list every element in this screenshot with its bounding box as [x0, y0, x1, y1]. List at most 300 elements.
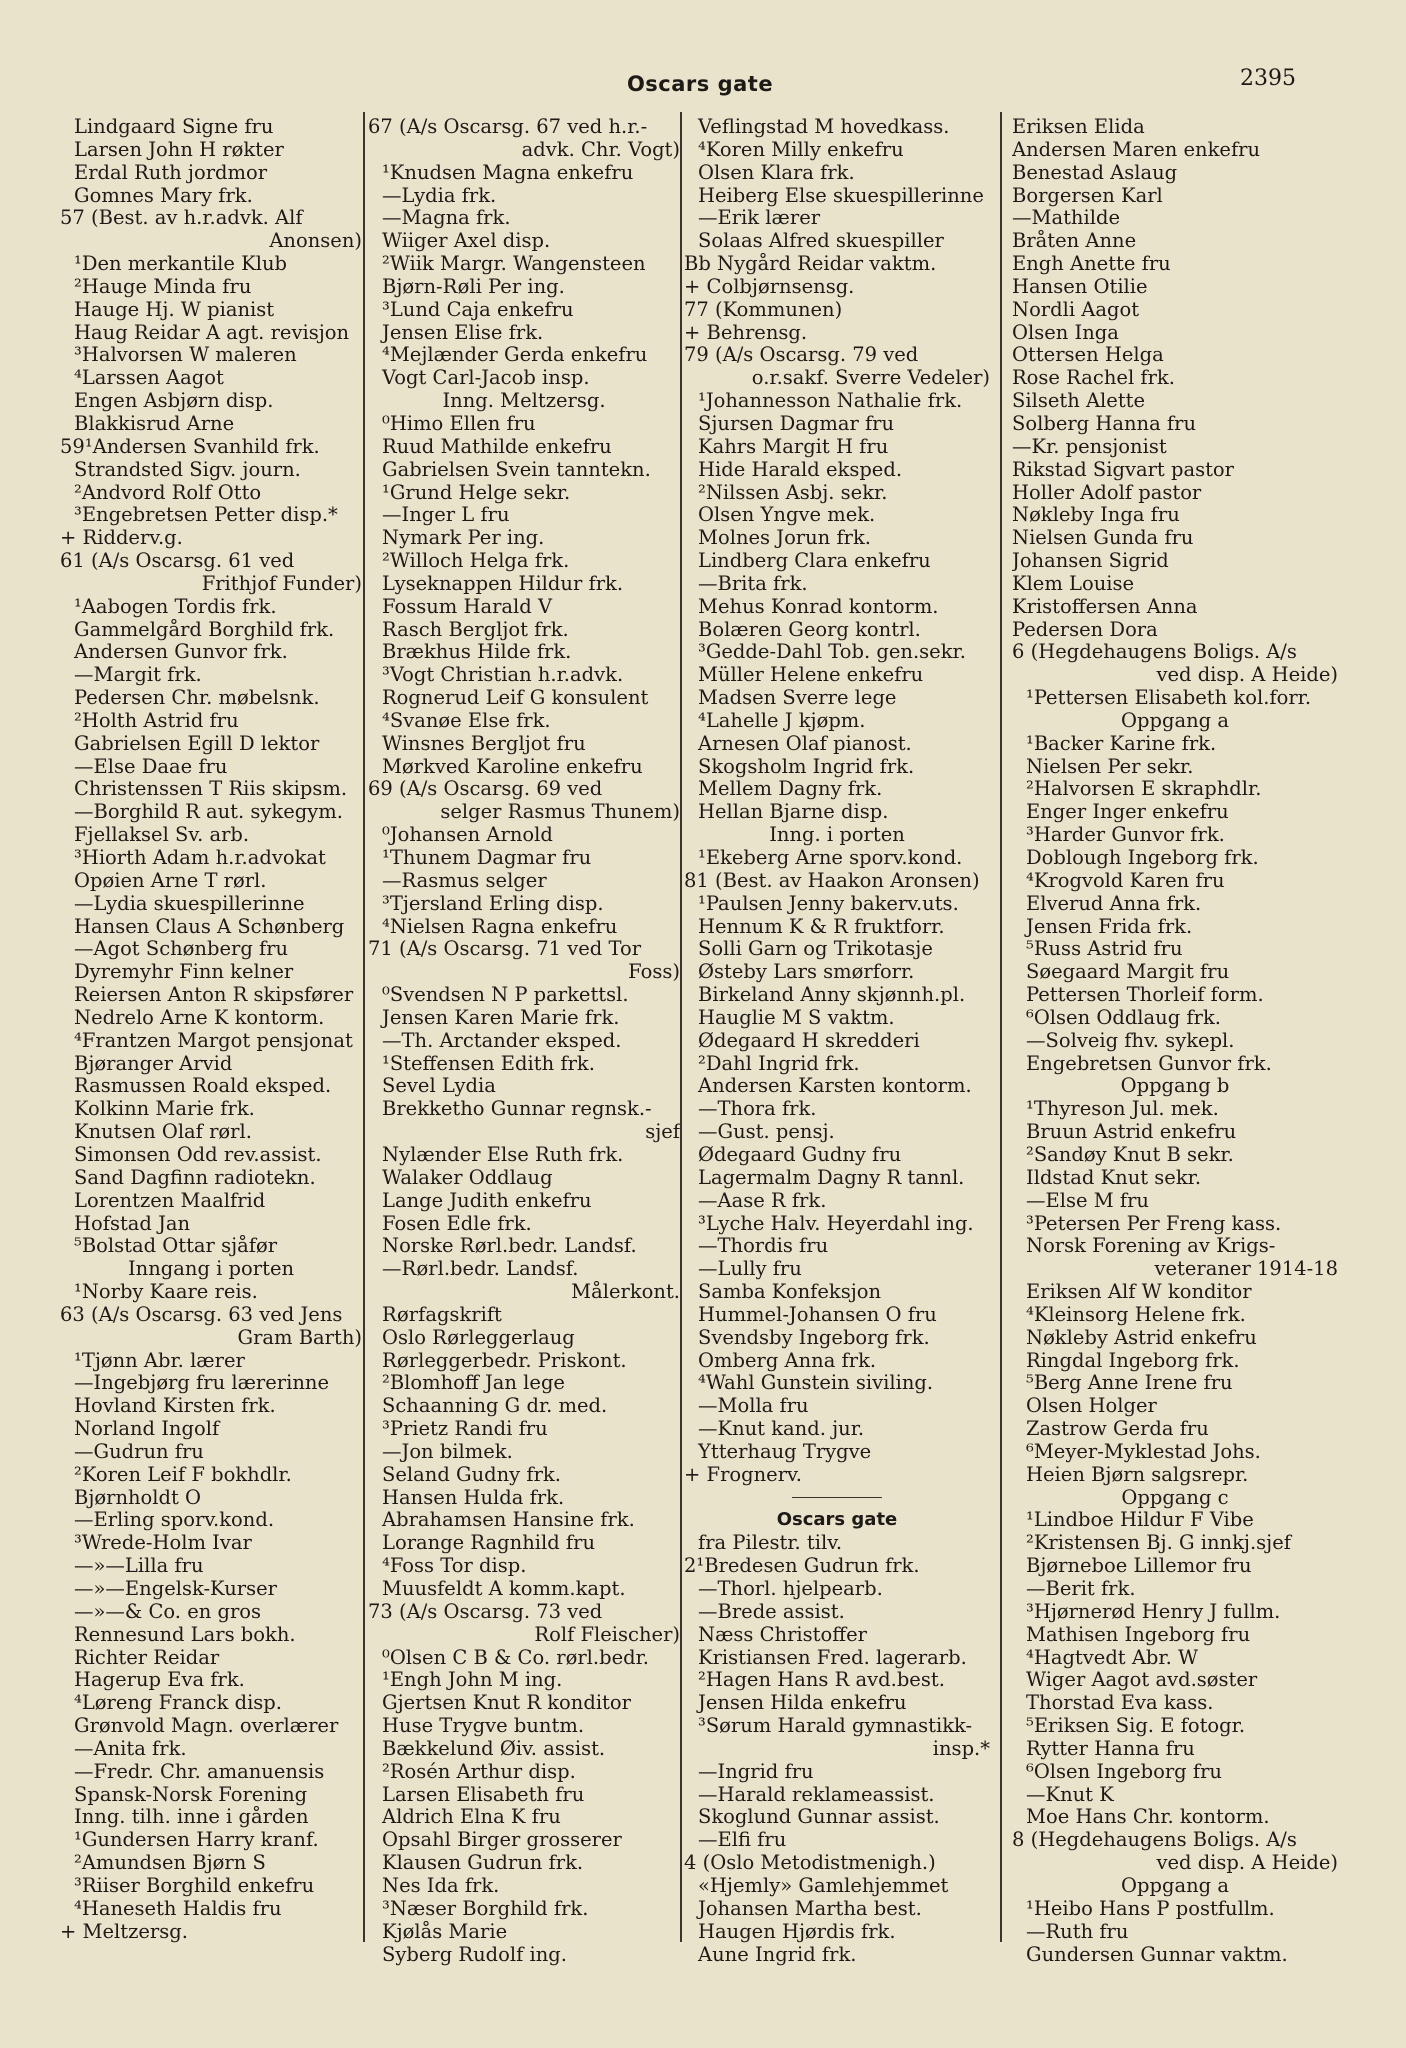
directory-entry: Silseth Alette	[1012, 390, 1146, 413]
directory-entry: ⁶Meyer-Myklestad Johs.	[1026, 1440, 1261, 1463]
directory-entry: —Elfi fru	[698, 1829, 787, 1852]
directory-entry: Zastrow Gerda fru	[1026, 1418, 1209, 1441]
directory-entry: —Erik lærer	[698, 207, 821, 230]
directory-entry: Muusfeldt A komm.kapt.	[382, 1578, 626, 1600]
directory-entry: fra Pilestr. tilv.	[698, 1532, 843, 1555]
directory-entry: —Ruth fru	[1026, 1920, 1129, 1943]
directory-entry: Inng. tilh. inne i gården	[74, 1806, 309, 1829]
directory-column-3	[684, 116, 990, 1966]
directory-entry: Strandsted Sigv. journ.	[74, 458, 301, 481]
directory-entry: Reiersen Anton R skipsfører	[74, 984, 354, 1007]
directory-entry: Jensen Frida frk.	[1026, 915, 1193, 938]
directory-entry: selger Rasmus Thunem)	[440, 801, 680, 824]
directory-entry: Solaas Alfred skuespiller	[698, 230, 944, 253]
directory-entry: —Else M fru	[1026, 1189, 1149, 1212]
directory-entry: + Ridderv.g.	[60, 527, 183, 550]
directory-entry: ¹Steffensen Edith frk.	[382, 1052, 595, 1075]
directory-entry: Veflingstad M hovedkass.	[698, 116, 950, 138]
directory-entry: Blakkisrud Arne	[74, 412, 235, 435]
directory-entry: Klem Louise	[1012, 572, 1135, 595]
directory-entry: Lorange Ragnhild fru	[382, 1532, 596, 1555]
directory-entry: Bjørn-Røli Per ing.	[382, 275, 565, 298]
directory-entry: ¹Knudsen Magna enkefru	[382, 161, 634, 184]
directory-column-2	[368, 116, 680, 1966]
directory-entry: ²Kristensen Bj. G innkj.sjef	[1026, 1532, 1291, 1555]
directory-entry: —Aase R frk.	[698, 1189, 827, 1212]
directory-entry: Lindberg Clara enkefru	[698, 550, 931, 573]
directory-entry: 67 (A/s Oscarsg. 67 ved h.r.-	[368, 116, 648, 138]
directory-entry: 8 (Hegdehaugens Boligs. A/s	[1012, 1829, 1297, 1852]
page-title: Oscars gate	[626, 72, 774, 96]
directory-entry: Wiger Aagot avd.søster	[1026, 1669, 1258, 1692]
directory-entry: Rørleggerbedr. Priskont.	[382, 1349, 627, 1372]
directory-entry: Engebretsen Gunvor frk.	[1026, 1052, 1272, 1075]
directory-entry: Engen Asbjørn disp.	[74, 390, 274, 413]
directory-entry: ¹Backer Karine frk.	[1026, 732, 1217, 755]
directory-entry: Andersen Karsten kontorm.	[698, 1075, 972, 1098]
directory-entry: —Harald reklameassist.	[698, 1783, 935, 1806]
directory-entry: Erdal Ruth jordmor	[74, 161, 268, 184]
column-divider	[1000, 112, 1002, 1942]
directory-entry: Eriksen Elida	[1012, 116, 1145, 138]
directory-entry: —Jon bilmek.	[382, 1440, 513, 1463]
directory-entry: ⁴Larssen Aagot	[74, 367, 224, 390]
directory-entry: + Meltzersg.	[60, 1920, 188, 1943]
directory-entry: Bjørneboe Lillemor fru	[1026, 1555, 1252, 1578]
directory-entry: Engh Anette fru	[1012, 253, 1171, 276]
directory-entry: ³Vogt Christian h.r.advk.	[382, 664, 624, 687]
directory-entry: sjef	[645, 1121, 680, 1144]
directory-entry: ²Sandøy Knut B sekr.	[1026, 1143, 1234, 1166]
directory-entry: Rasch Bergljot frk.	[382, 618, 569, 641]
directory-entry: ⁰Svendsen N P parkettsl.	[382, 984, 629, 1007]
directory-entry: Inngang i porten	[127, 1258, 295, 1281]
directory-entry: Oppgang a	[1121, 1874, 1229, 1897]
directory-entry: ³Tjersland Erling disp.	[382, 892, 604, 915]
directory-entry: Haug Reidar A agt. revisjon	[74, 321, 350, 344]
directory-entry: Seland Gudny frk.	[382, 1463, 561, 1486]
directory-entry: Brækhus Hilde frk.	[382, 641, 572, 664]
page-number: 2395	[1240, 66, 1296, 91]
directory-entry: Knutsen Olaf rørl.	[74, 1121, 252, 1144]
directory-entry: ³Engebretsen Petter disp.*	[74, 504, 338, 527]
directory-entry: 77 (Kommunen)	[684, 298, 843, 321]
directory-entry: + Colbjørnsensg.	[684, 275, 855, 298]
directory-entry: Oppgang c	[1121, 1486, 1229, 1509]
directory-entry: Rognerud Leif G konsulent	[382, 687, 649, 710]
directory-entry: Elverud Anna frk.	[1026, 892, 1202, 915]
directory-entry: Nielsen Gunda fru	[1012, 527, 1194, 550]
directory-entry: Wiiger Axel disp.	[382, 230, 551, 253]
directory-entry: Ringdal Ingeborg frk.	[1026, 1349, 1240, 1372]
directory-entry: Klausen Gudrun frk.	[382, 1852, 584, 1875]
directory-entry: —Solveig fhv. sykepl.	[1026, 1029, 1235, 1052]
directory-entry: ⁴Haneseth Haldis fru	[74, 1897, 282, 1920]
directory-entry: Lagermalm Dagny R tannl.	[698, 1166, 965, 1189]
directory-entry: Vogt Carl-Jacob insp.	[382, 367, 590, 390]
directory-entry: Nymark Per ing.	[382, 527, 545, 550]
directory-entry: Müller Helene enkefru	[698, 664, 924, 687]
directory-entry: ⁴Nielsen Ragna enkefru	[382, 915, 618, 938]
directory-entry: Abrahamsen Hansine frk.	[382, 1509, 635, 1532]
directory-entry: Benestad Aslaug	[1012, 161, 1178, 184]
directory-entry: Frithjof Funder)	[201, 572, 362, 595]
directory-entry: 61 (A/s Oscarsg. 61 ved	[60, 550, 295, 573]
directory-entry: ²Hauge Minda fru	[74, 275, 252, 298]
directory-entry: Hovland Kirsten frk.	[74, 1395, 276, 1418]
directory-entry: Ildstad Knut sekr.	[1026, 1166, 1202, 1189]
directory-entry: Skogsholm Ingrid frk.	[698, 755, 915, 778]
directory-entry: Lange Judith enkefru	[382, 1189, 592, 1212]
directory-entry: ³Næser Borghild frk.	[382, 1897, 589, 1920]
directory-entry: —Brede assist.	[698, 1600, 845, 1623]
directory-entry: Winsnes Bergljot fru	[382, 732, 586, 755]
directory-entry: —Mathilde	[1012, 207, 1120, 230]
directory-entry: veteraner 1914-18	[1154, 1258, 1338, 1281]
directory-entry: Nielsen Per sekr.	[1026, 755, 1194, 778]
directory-entry: Rørfagskrift	[382, 1303, 502, 1326]
directory-entry: Ødegaard Gudny fru	[698, 1143, 902, 1166]
directory-entry: ⁰Olsen C B & Co. rørl.bedr.	[382, 1646, 649, 1669]
directory-entry: Inng. i porten	[769, 824, 905, 847]
directory-entry: ¹Grund Helge sekr.	[382, 481, 571, 504]
directory-entry: Ytterhaug Trygve	[698, 1440, 872, 1463]
directory-entry: Birkeland Anny skjønnh.pl.	[698, 984, 966, 1007]
directory-entry: Oppgang b	[1120, 1075, 1230, 1098]
directory-entry: o.r.sakf. Sverre Vedeler)	[751, 367, 990, 390]
directory-entry: Huse Trygve buntm.	[382, 1715, 585, 1738]
directory-entry: Pedersen Chr. møbelsnk.	[74, 687, 320, 710]
directory-entry: Pettersen Thorleif form.	[1026, 984, 1264, 1007]
directory-entry: Bækkelund Øiv. assist.	[382, 1737, 606, 1760]
directory-entry: Nylænder Else Ruth frk.	[382, 1143, 624, 1166]
directory-entry: ⁴Wahl Gunstein siviling.	[698, 1372, 934, 1395]
directory-entry: Solberg Hanna fru	[1012, 412, 1197, 435]
directory-entry: ¹Lindboe Hildur F Vibe	[1026, 1509, 1254, 1532]
directory-entry: Lyseknappen Hildur frk.	[382, 572, 624, 595]
directory-entry: —Molla fru	[698, 1395, 809, 1418]
directory-entry: Østeby Lars smørforr.	[698, 961, 915, 984]
directory-entry: Bråten Anne	[1012, 230, 1137, 253]
directory-entry: + Frognerv.	[684, 1463, 802, 1486]
directory-entry: —Knut K	[1026, 1783, 1114, 1806]
directory-entry: Hagerup Eva frk.	[74, 1669, 245, 1692]
directory-entry: ¹Heibo Hans P postfullm.	[1026, 1897, 1275, 1920]
directory-entry: Nedrelo Arne K kontorm.	[74, 1006, 325, 1029]
directory-entry: ⁶Olsen Oddlaug frk.	[1026, 1006, 1221, 1029]
directory-entry: ³Lund Caja enkefru	[382, 298, 574, 321]
directory-entry: Dyremyhr Finn kelner	[74, 961, 294, 984]
directory-entry: —Gudrun fru	[74, 1440, 204, 1463]
directory-entry: Hansen Hulda frk.	[382, 1486, 565, 1509]
directory-entry: ⁴Mejlænder Gerda enkefru	[382, 344, 648, 367]
directory-entry: ³Petersen Per Freng kass.	[1026, 1212, 1282, 1235]
directory-entry: Heien Bjørn salgsrepr.	[1026, 1463, 1249, 1486]
directory-entry: ved disp. A Heide)	[1156, 1852, 1338, 1875]
directory-entry: —Fredr. Chr. amanuensis	[74, 1760, 325, 1783]
directory-entry: Mehus Konrad kontorm.	[698, 595, 939, 618]
directory-entry: Hansen Claus A Schønberg	[74, 915, 345, 938]
directory-entry: —Knut kand. jur.	[698, 1418, 865, 1441]
directory-entry: 81 (Best. av Haakon Aronsen)	[684, 869, 980, 892]
directory-entry: Fosen Edle frk.	[382, 1212, 532, 1235]
directory-entry: Oslo Rørleggerlaug	[382, 1326, 575, 1349]
directory-entry: ³Prietz Randi fru	[382, 1418, 548, 1441]
directory-entry: ²Wiik Margr. Wangensteen	[382, 253, 646, 276]
directory-entry: Næss Christoffer	[698, 1623, 867, 1646]
directory-entry: Moe Hans Chr. kontorm.	[1026, 1806, 1270, 1829]
directory-entry: ³Riiser Borghild enkefru	[74, 1874, 315, 1897]
directory-entry: Fjellaksel Sv. arb.	[74, 824, 250, 847]
directory-entry: ⁵Eriksen Sig. E fotogr.	[1026, 1715, 1246, 1738]
directory-entry: ⁴Koren Milly enkefru	[698, 138, 904, 161]
directory-entry: —Agot Schønberg fru	[74, 938, 289, 961]
directory-entry: Ottersen Helga	[1012, 344, 1164, 367]
directory-entry: Walaker Oddlaug	[382, 1166, 553, 1189]
directory-entry: Johansen Sigrid	[1012, 550, 1169, 573]
directory-entry: —Berit frk.	[1026, 1578, 1136, 1600]
directory-entry: Nordli Aagot	[1012, 298, 1140, 321]
directory-entry: Holler Adolf pastor	[1012, 481, 1202, 504]
directory-entry: —»—& Co. en gros	[74, 1600, 262, 1623]
directory-entry: Christenssen T Riis skipsm.	[74, 778, 348, 801]
directory-entry: Andersen Gunvor frk.	[74, 641, 288, 664]
directory-entry: 71 (A/s Oscarsg. 71 ved Tor	[368, 938, 642, 961]
directory-entry: Nøkleby Astrid enkefru	[1026, 1326, 1257, 1349]
directory-entry: ³Harder Gunvor frk.	[1026, 824, 1225, 847]
directory-entry: Enger Inger enkefru	[1026, 801, 1229, 824]
directory-entry: Sjursen Dagmar fru	[698, 412, 895, 435]
directory-entry: insp.*	[932, 1737, 990, 1760]
directory-entry: Borgersen Karl	[1012, 184, 1163, 207]
directory-column-4	[1012, 116, 1338, 1966]
directory-entry: Svendsby Ingeborg frk.	[698, 1326, 930, 1349]
directory-entry: ³Sørum Harald gymnastikk-	[698, 1715, 973, 1738]
directory-entry: Hummel-Johansen O fru	[698, 1303, 937, 1326]
directory-entry: ²Nilssen Asbj. sekr.	[698, 481, 888, 504]
directory-entry: —»—Lilla fru	[74, 1555, 204, 1578]
directory-entry: ⁴Svanøe Else frk.	[382, 709, 551, 732]
directory-entry: Bruun Astrid enkefru	[1026, 1121, 1237, 1144]
directory-entry: Sand Dagfinn radiotekn.	[74, 1166, 316, 1189]
directory-entry: —Borghild R aut. sykegym.	[74, 801, 343, 824]
directory-entry: —Thora frk.	[698, 1098, 817, 1121]
directory-entry: Jensen Hilda enkefru	[698, 1692, 907, 1715]
directory-entry: Gundersen Gunnar vaktm.	[1026, 1943, 1288, 1966]
directory-entry: ⁵Russ Astrid fru	[1026, 938, 1183, 961]
directory-entry: Jensen Elise frk.	[382, 321, 544, 344]
directory-entry: —Rasmus selger	[382, 869, 547, 892]
directory-entry: Schaanning G dr. med.	[382, 1395, 608, 1418]
directory-entry: ²Koren Leif F bokhdlr.	[74, 1463, 292, 1486]
directory-entry: Hauglie M S vaktm.	[698, 1006, 895, 1029]
directory-entry: 79 (A/s Oscarsg. 79 ved	[684, 344, 919, 367]
directory-entry: ¹Tjønn Abr. lærer	[74, 1349, 245, 1372]
directory-entry: Molnes Jorun frk.	[698, 527, 871, 550]
directory-entry: Rennesund Lars bokh.	[74, 1623, 296, 1646]
directory-entry: Opsahl Birger grosserer	[382, 1829, 622, 1852]
directory-entry: ⁴Krogvold Karen fru	[1026, 869, 1225, 892]
directory-entry: 63 (A/s Oscarsg. 63 ved Jens	[60, 1303, 343, 1326]
directory-entry: —Brita frk.	[698, 572, 808, 595]
directory-entry: ²Rosén Arthur disp.	[382, 1760, 576, 1783]
directory-entry: Rytter Hanna fru	[1026, 1737, 1195, 1760]
directory-entry: ³Hjørnerød Henry J fullm.	[1026, 1600, 1281, 1623]
directory-entry: Thorstad Eva kass.	[1026, 1692, 1214, 1715]
directory-entry: ²Hagen Hans R avd.best.	[698, 1669, 945, 1692]
directory-entry: —Gust. pensj.	[698, 1121, 835, 1144]
directory-entry: Sevel Lydia	[382, 1075, 496, 1098]
directory-entry: Rose Rachel frk.	[1012, 367, 1175, 390]
directory-entry: Larsen John H røkter	[74, 138, 284, 161]
directory-entry: —Margit frk.	[74, 664, 202, 687]
directory-entry: Omberg Anna frk.	[698, 1349, 877, 1372]
directory-entry: Ødegaard H skredderi	[698, 1029, 920, 1052]
directory-entry: 6 (Hegdehaugens Boligs. A/s	[1012, 641, 1297, 664]
directory-entry: Arnesen Olaf pianost.	[698, 732, 912, 755]
directory-entry: Hofstad Jan	[74, 1212, 191, 1235]
directory-entry: Norsk Forening av Krigs-	[1026, 1235, 1276, 1258]
directory-entry: —Thordis fru	[698, 1235, 829, 1258]
directory-entry: Brekketho Gunnar regnsk.-	[382, 1098, 652, 1121]
directory-entry: Hide Harald eksped.	[698, 458, 903, 481]
directory-entry: Gomnes Mary frk.	[74, 184, 253, 207]
directory-entry: ¹Paulsen Jenny bakerv.uts.	[698, 892, 959, 915]
directory-entry: Søegaard Margit fru	[1026, 961, 1230, 984]
column-divider	[680, 112, 682, 1942]
directory-entry: ²Amundsen Bjørn S	[74, 1852, 266, 1875]
directory-entry: ⁴Foss Tor disp.	[382, 1555, 527, 1578]
directory-entry: ²Holth Astrid fru	[74, 709, 239, 732]
directory-entry: Johansen Martha best.	[698, 1897, 922, 1920]
directory-entry: Doblough Ingeborg frk.	[1026, 847, 1259, 869]
directory-entry: Aune Ingrid frk.	[698, 1943, 857, 1966]
directory-entry: —Lydia skuespillerinne	[74, 892, 305, 915]
directory-entry: Oscars gate	[776, 1509, 898, 1531]
directory-entry: —Else Daae fru	[74, 755, 228, 778]
directory-entry: —Lydia frk.	[382, 184, 497, 207]
directory-entry: Mellem Dagny frk.	[698, 778, 883, 801]
directory-entry: —Erling sporv.kond.	[74, 1509, 275, 1532]
directory-entry: Gabrielsen Svein tanntekn.	[382, 458, 651, 481]
directory-entry: ²Halvorsen E skraphdlr.	[1026, 778, 1262, 801]
directory-entry: + Behrensg.	[684, 321, 808, 344]
directory-entry: Foss)	[628, 961, 680, 984]
directory-entry: Opøien Arne T rørl.	[74, 869, 267, 892]
directory-entry: 4 (Oslo Metodistmenigh.)	[684, 1852, 936, 1875]
directory-entry: —Lully fru	[698, 1258, 802, 1281]
directory-entry: —Ingrid fru	[698, 1760, 814, 1783]
directory-entry: ³Halvorsen W maleren	[74, 344, 297, 367]
directory-entry: Hennum K & R fruktforr.	[698, 915, 945, 938]
directory-entry: Ruud Mathilde enkefru	[382, 435, 612, 458]
directory-entry: ²Dahl Ingrid frk.	[698, 1052, 860, 1075]
directory-entry: Eriksen Alf W konditor	[1026, 1281, 1252, 1304]
directory-entry: Skoglund Gunnar assist.	[698, 1806, 940, 1829]
directory-entry: Aldrich Elna K fru	[382, 1806, 561, 1829]
directory-entry: Olsen Inga	[1012, 321, 1119, 344]
directory-entry: Hauge Hj. W pianist	[74, 298, 275, 321]
directory-entry: ⁰Himo Ellen fru	[382, 412, 536, 435]
directory-entry: «Hjemly» Gamlehjemmet	[698, 1874, 949, 1897]
directory-entry: Gabrielsen Egill D lektor	[74, 732, 320, 755]
directory-entry: Rasmussen Roald eksped.	[74, 1075, 332, 1098]
column-divider	[363, 112, 365, 1942]
directory-entry: ³Gedde-Dahl Tob. gen.sekr.	[698, 641, 966, 664]
directory-entry: Larsen Elisabeth fru	[382, 1783, 585, 1806]
directory-entry: Bjøranger Arvid	[74, 1052, 233, 1075]
directory-entry: Bb Nygård Reidar vaktm.	[684, 253, 937, 276]
directory-entry: Målerkont.	[571, 1281, 680, 1304]
directory-entry: ¹Engh John M ing.	[382, 1669, 563, 1692]
directory-entry: ⁵Berg Anne Irene fru	[1026, 1372, 1233, 1395]
directory-entry: Hansen Otilie	[1012, 275, 1148, 298]
directory-entry: —»—Engelsk-Kurser	[74, 1578, 277, 1600]
directory-entry: Kahrs Margit H fru	[698, 435, 889, 458]
directory-entry: Olsen Holger	[1026, 1395, 1157, 1418]
directory-entry: Pedersen Dora	[1012, 618, 1158, 641]
directory-entry: Fossum Harald V	[382, 595, 553, 618]
directory-entry: ³Hiorth Adam h.r.advokat	[74, 847, 326, 869]
directory-entry: Richter Reidar	[74, 1646, 220, 1669]
directory-entry: Solli Garn og Trikotasje	[698, 938, 933, 961]
directory-entry: Kristiansen Fred. lagerarb.	[698, 1646, 967, 1669]
directory-entry: ⁴Frantzen Margot pensjonat	[74, 1029, 353, 1052]
section-separator	[684, 1487, 990, 1510]
directory-entry: ¹Ekeberg Arne sporv.kond.	[698, 847, 963, 869]
directory-entry: Lorentzen Maalfrid	[74, 1189, 266, 1212]
directory-entry: —Ingebjørg fru lærerinne	[74, 1372, 329, 1395]
directory-entry: Nes Ida frk.	[382, 1874, 500, 1897]
directory-entry: ¹Thunem Dagmar fru	[382, 847, 592, 869]
directory-entry: Rikstad Sigvart pastor	[1012, 458, 1234, 481]
directory-entry: ⁴Løreng Franck disp.	[74, 1692, 282, 1715]
directory-entry: Gjertsen Knut R konditor	[382, 1692, 631, 1715]
directory-entry: ⁴Hagtvedt Abr. W	[1026, 1646, 1199, 1669]
directory-entry: ⁵Bolstad Ottar sjåfør	[74, 1235, 278, 1258]
directory-entry: Jensen Karen Marie frk.	[382, 1006, 620, 1029]
directory-entry: ²Andvord Rolf Otto	[74, 481, 262, 504]
directory-entry: Norske Rørl.bedr. Landsf.	[382, 1235, 637, 1258]
directory-entry: —Kr. pensjonist	[1012, 435, 1167, 458]
directory-entry: 59¹Andersen Svanhild frk.	[60, 435, 320, 458]
directory-entry: Simonsen Odd rev.assist.	[74, 1143, 322, 1166]
directory-column-1	[60, 116, 362, 1944]
directory-entry: ⁴Kleinsorg Helene frk.	[1026, 1303, 1246, 1326]
directory-entry: —Thorl. hjelpearb.	[698, 1578, 883, 1600]
directory-entry: —Inger L fru	[382, 504, 510, 527]
directory-entry: Haugen Hjørdis frk.	[698, 1920, 896, 1943]
directory-entry: advk. Chr. Vogt)	[521, 138, 680, 161]
directory-entry: Bjørnholdt O	[74, 1486, 202, 1509]
directory-entry: ved disp. A Heide)	[1156, 664, 1338, 687]
directory-entry: ⁶Olsen Ingeborg fru	[1026, 1760, 1222, 1783]
directory-entry: Hellan Bjarne disp.	[698, 801, 889, 824]
directory-entry: ⁰Johansen Arnold	[382, 824, 553, 847]
directory-entry: ¹Thyreson Jul. mek.	[1026, 1098, 1219, 1121]
directory-entry: Oppgang a	[1121, 709, 1229, 732]
directory-entry: —Anita frk.	[74, 1737, 187, 1760]
directory-entry: Kolkinn Marie frk.	[74, 1098, 255, 1121]
directory-entry: ¹Johannesson Nathalie frk.	[698, 390, 963, 413]
directory-entry: Andersen Maren enkefru	[1012, 138, 1261, 161]
directory-entry: Mathisen Ingeborg fru	[1026, 1623, 1251, 1646]
directory-entry: Grønvold Magn. overlærer	[74, 1715, 339, 1738]
directory-entry: Nøkleby Inga fru	[1012, 504, 1180, 527]
directory-entry: ⁴Lahelle J kjøpm.	[698, 709, 866, 732]
directory-entry: Bolæren Georg kontrl.	[698, 618, 921, 641]
directory-entry: Heiberg Else skuespillerinne	[698, 184, 984, 207]
